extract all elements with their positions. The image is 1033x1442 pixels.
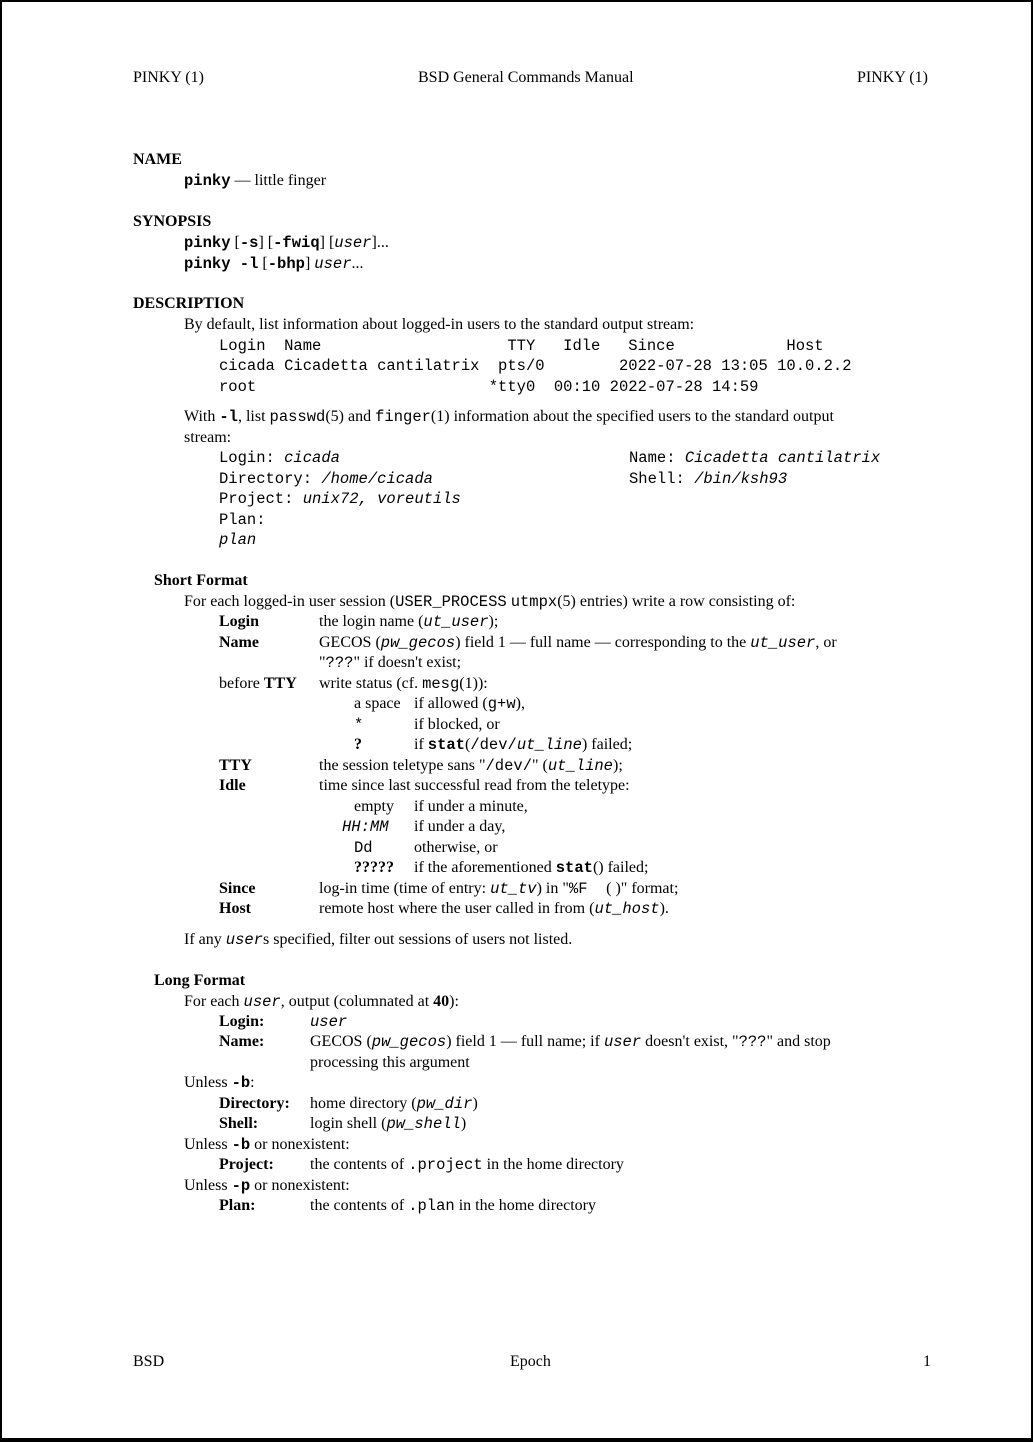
idle-key: ????? (354, 859, 394, 876)
table-row: Login Name TTY Idle Since Host (219, 337, 824, 355)
lf-desc-directory: home directory (pw_dir) (310, 1095, 478, 1113)
example-directory: Directory: /home/cicada (219, 470, 433, 488)
desc-name-2: "???" if doesn't exist; (319, 654, 462, 672)
synopsis-user-1: user (334, 234, 372, 252)
ws-key: * (354, 716, 364, 734)
term-tty: TTY (219, 757, 252, 774)
subsection-heading-short-format: Short Format (154, 572, 248, 589)
table-row: cicada Cicadetta cantilatrix pts/0 2022-07-28 13:05 10.0.2.2 (219, 357, 852, 375)
header-right: PINKY (1) (857, 69, 928, 86)
example-plan-label: Plan: (219, 511, 266, 529)
term-name: Name (219, 634, 259, 651)
section-heading-synopsis: SYNOPSIS (133, 213, 212, 230)
ws-value: if stat(/dev/ut_line) failed; (414, 736, 633, 754)
lf-desc-name-2: processing this argument (310, 1054, 470, 1071)
example-project: Project: unix72, voreutils (219, 490, 461, 508)
name-line (184, 171, 326, 192)
long-format-intro: For each user, output (columnated at 40): (184, 993, 459, 1011)
term-before-tty: before TTY (219, 675, 297, 692)
desc-tty: the session teletype sans "/dev/" (ut_line); (319, 757, 623, 775)
lf-term-name: Name: (219, 1033, 265, 1050)
ws-key: ? (354, 736, 362, 753)
subsection-heading-long-format: Long Format (154, 972, 246, 989)
lf-desc-plan: the contents of .plan in the home directory (310, 1197, 597, 1215)
idle-value: if under a day, (414, 818, 506, 835)
idle-key: empty (354, 798, 394, 815)
unless-b-nonexistent: Unless -b or nonexistent: (184, 1136, 350, 1154)
term-since: Since (219, 880, 256, 897)
term-idle: Idle (219, 777, 246, 794)
idle-key: HH:MM (342, 818, 389, 836)
lf-desc-shell: login shell (pw_shell) (310, 1115, 467, 1133)
example-plan-value: plan (219, 531, 257, 549)
example-login: Login: cicada (219, 449, 340, 467)
lf-term-shell: Shell: (219, 1115, 259, 1132)
lf-desc-project: the contents of .project in the home directory (310, 1156, 624, 1174)
header-center: BSD General Commands Manual (418, 69, 634, 86)
short-format-intro: For each logged-in user session (USER_PROCESS utmpx(5) entries) write a row consisting of: (184, 593, 796, 611)
idle-value: if the aforementioned stat() failed; (414, 859, 649, 877)
synopsis-cmd-1: pinky (184, 234, 231, 252)
idle-value: otherwise, or (414, 839, 498, 856)
header-left: PINKY (1) (133, 69, 204, 86)
long-intro-line-1: With -l, list passwd(5) and finger(1) information about the specified users to the standard output (184, 408, 834, 426)
command-name: pinky (184, 172, 231, 190)
desc-login: the login name (ut_user); (319, 613, 499, 631)
example-shell: Shell: /bin/ksh93 (629, 470, 788, 488)
synopsis-cmd-2: pinky -l (184, 255, 259, 273)
footer-left: BSD (133, 1353, 165, 1370)
short-format-filter: If any users specified, filter out sessions of users not listed. (184, 931, 573, 949)
lf-term-project: Project: (219, 1156, 274, 1173)
lf-term-plan: Plan: (219, 1197, 256, 1214)
lf-term-directory: Directory: (219, 1095, 290, 1112)
name-description: — little finger (230, 172, 327, 189)
desc-name-1: GECOS (pw_gecos) field 1 — full name — corresponding to the ut_user, or (319, 634, 837, 652)
lf-term-login: Login: (219, 1013, 265, 1030)
desc-since: log-in time (time of entry: ut_tv) in "%F ( )" format; (319, 880, 679, 898)
lf-desc-name-1: GECOS (pw_gecos) field 1 — full name; if user doesn't exist, "???" and stop (310, 1033, 831, 1051)
ws-value: if allowed (g+w), (414, 695, 525, 713)
section-heading-name: NAME (133, 151, 182, 168)
unless-b: Unless -b: (184, 1074, 255, 1092)
flag-s: -s (239, 234, 259, 252)
flag-bhp: -bhp (267, 255, 305, 273)
desc-idle: time since last successful read from the teletype: (319, 777, 630, 794)
desc-write-status: write status (cf. mesg(1)): (319, 675, 488, 693)
manual-page (2, 2, 1031, 1438)
synopsis-user-2: user (314, 255, 352, 273)
description-intro: By default, list information about logged-in users to the standard output stream: (184, 316, 695, 333)
idle-key: Dd (354, 839, 373, 857)
footer-right: 1 (923, 1353, 931, 1370)
synopsis-line-1: pinky [-s] [-fwiq] [user]... (184, 234, 389, 252)
synopsis-line-2: pinky -l [-bhp] user... (184, 255, 364, 273)
term-login: Login (219, 613, 260, 630)
unless-p-nonexistent: Unless -p or nonexistent: (184, 1177, 350, 1195)
ws-key: a space (354, 695, 401, 712)
idle-value: if under a minute, (414, 798, 528, 815)
footer-center: Epoch (510, 1353, 551, 1370)
lf-desc-login: user (310, 1013, 348, 1031)
example-name: Name: Cicadetta cantilatrix (629, 449, 881, 467)
section-heading-description: DESCRIPTION (133, 295, 245, 312)
table-row: root *tty0 00:10 2022-07-28 14:59 (219, 378, 759, 396)
flag-fwiq: -fwiq (273, 234, 320, 252)
ws-value: if blocked, or (414, 716, 500, 733)
desc-host: remote host where the user called in from (ut_host). (319, 900, 669, 918)
long-intro-line-2: stream: (184, 429, 232, 446)
term-host: Host (219, 900, 251, 917)
